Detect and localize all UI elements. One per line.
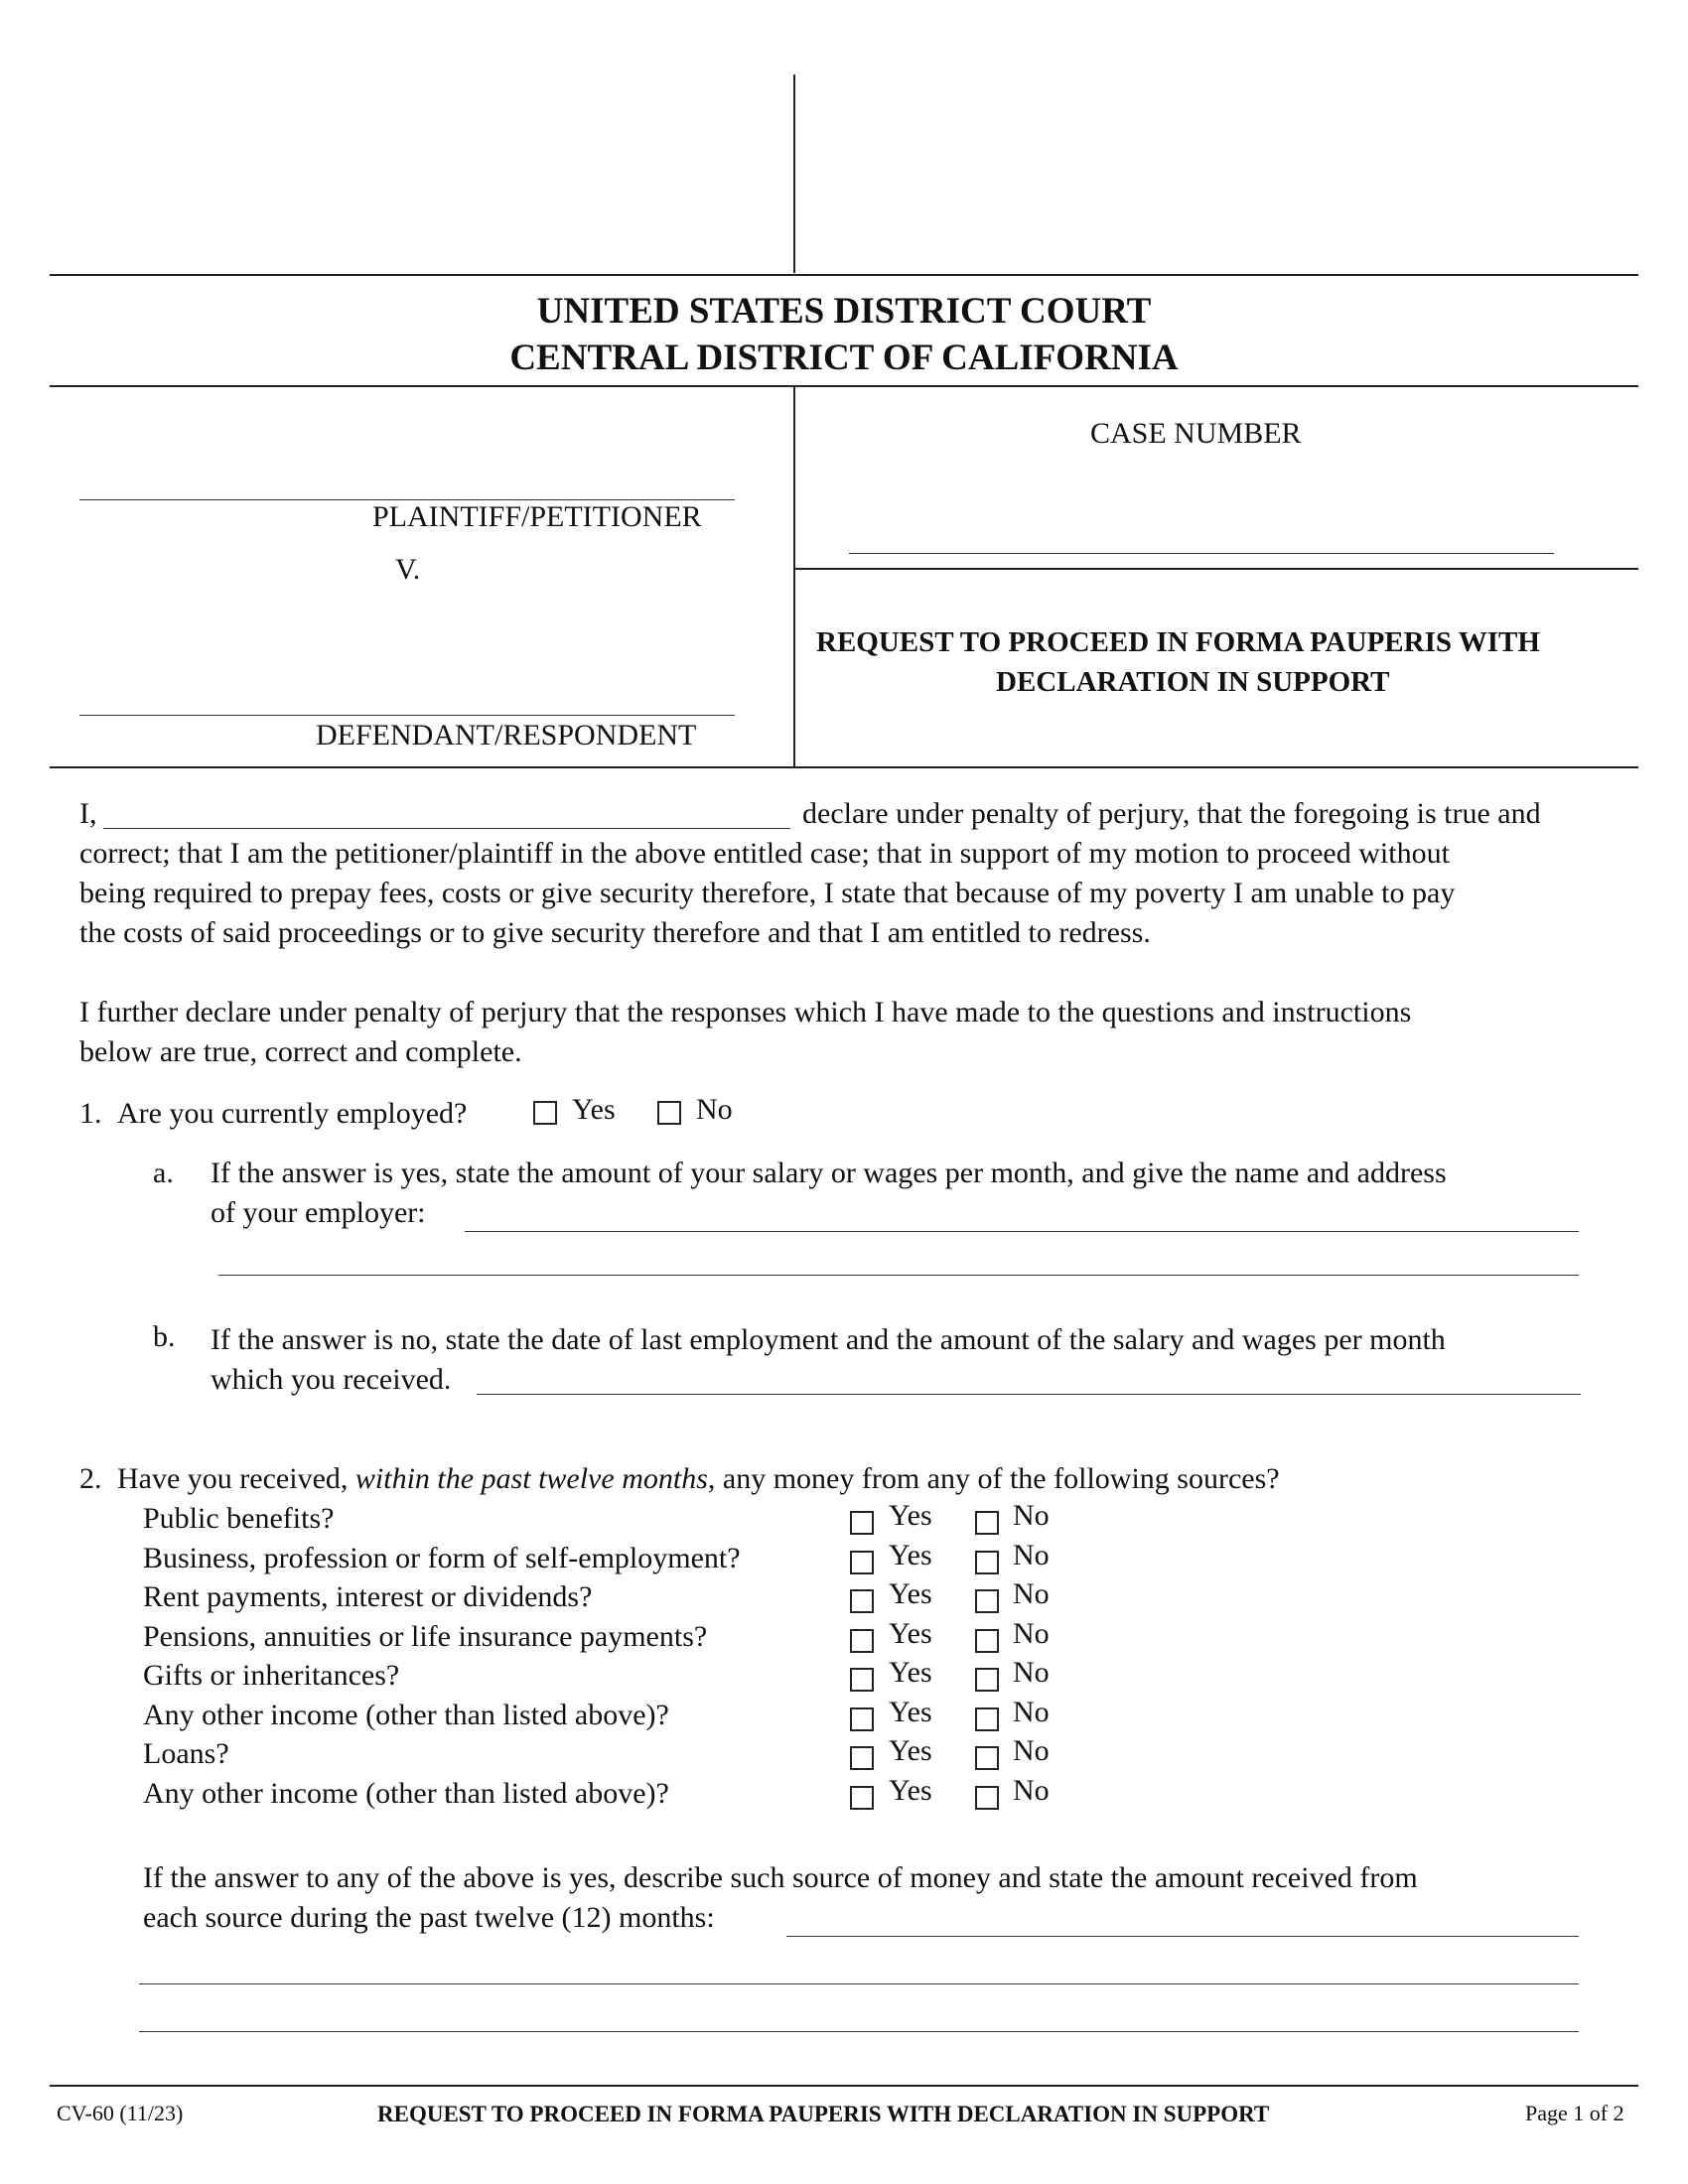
income-source-label: Pensions, annuities or life insurance payments? (143, 1619, 708, 1653)
employer-field-line2[interactable] (218, 1275, 1579, 1276)
income-source-label: Rent payments, interest or dividends? (143, 1580, 593, 1613)
income-source-no-checkbox[interactable] (975, 1786, 999, 1810)
q1-no-label: No (696, 1093, 733, 1126)
form-title-line1: REQUEST TO PROCEED IN FORMA PAUPERIS WITH (816, 626, 1540, 658)
describe-field-line3[interactable] (139, 2031, 1579, 2032)
income-source-no-label: No (1013, 1577, 1050, 1610)
income-source-yes-label: Yes (889, 1695, 932, 1728)
income-source-no-checkbox[interactable] (975, 1551, 999, 1574)
q1a-line1: If the answer is yes, state the amount of your salary or wages per month, and give the name and address (211, 1157, 1447, 1189)
income-source-yes-checkbox[interactable] (850, 1511, 874, 1535)
income-source-yes-checkbox[interactable] (850, 1746, 874, 1770)
form-title-line2: DECLARATION IN SUPPORT (996, 666, 1390, 698)
court-name-line1: UNITED STATES DISTRICT COURT (536, 291, 1152, 332)
income-source-no-checkbox[interactable] (975, 1707, 999, 1731)
q1b-line1: If the answer is no, state the date of last employment and the amount of the salary and wages per month (211, 1323, 1446, 1356)
income-source-label: Any other income (other than listed above)? (143, 1776, 669, 1810)
income-source-yes-checkbox[interactable] (850, 1551, 874, 1574)
income-source-no-label: No (1013, 1616, 1050, 1650)
income-source-no-label: No (1013, 1734, 1050, 1767)
income-source-yes-label: Yes (889, 1656, 932, 1689)
q2-question-italic: within the past twelve months (354, 1462, 708, 1495)
income-source-no-checkbox[interactable] (975, 1746, 999, 1770)
further-declaration-line1: I further declare under penalty of perjury that the responses which I have made to the questions and instructions (79, 996, 1412, 1028)
header-bottom-rule (50, 385, 1638, 387)
income-source-yes-label: Yes (889, 1734, 932, 1767)
declaration-line4: the costs of said proceedings or to give security therefore and that I am entitled to redress. (79, 916, 1151, 949)
declaration-line1: declare under penalty of perjury, that the foregoing is true and (802, 797, 1541, 830)
income-source-label: Public benefits? (143, 1502, 335, 1535)
footer-form-code: CV-60 (11/23) (57, 2101, 184, 2125)
footer-page-number: Page 1 of 2 (1525, 2101, 1624, 2125)
income-source-no-label: No (1013, 1773, 1050, 1807)
income-source-label: Gifts or inheritances? (143, 1659, 400, 1692)
declaration-line3: being required to prepay fees, costs or give security therefore, I state that because of my poverty I am unable to pay (79, 877, 1456, 909)
income-source-no-label: No (1013, 1499, 1050, 1532)
header-top-rule (50, 274, 1638, 276)
q2-question-pre: Have you received, (117, 1462, 355, 1495)
footer-rule (50, 2085, 1638, 2087)
court-name-line2: CENTRAL DISTRICT OF CALIFORNIA (509, 338, 1179, 378)
income-source-yes-checkbox[interactable] (850, 1786, 874, 1810)
income-source-yes-label: Yes (889, 1538, 932, 1571)
q1b-letter: b. (153, 1320, 176, 1353)
income-source-yes-label: Yes (889, 1616, 932, 1650)
case-number-field[interactable] (849, 553, 1554, 554)
footer-title: REQUEST TO PROCEED IN FORMA PAUPERIS WITH DECLARATION IN SUPPORT (377, 2102, 1270, 2126)
q1-question: Are you currently employed? (117, 1097, 468, 1130)
describe-field-line2[interactable] (139, 1983, 1579, 1984)
income-source-no-checkbox[interactable] (975, 1629, 999, 1653)
q1-no-checkbox[interactable] (657, 1101, 681, 1125)
describe-line2: each source during the past twelve (12) months: (143, 1901, 715, 1934)
income-source-no-label: No (1013, 1695, 1050, 1728)
income-source-label: Business, profession or form of self-employment? (143, 1541, 741, 1574)
q2-question-post: , any money from any of the following sources? (707, 1462, 1280, 1495)
income-source-yes-label: Yes (889, 1773, 932, 1807)
income-source-yes-checkbox[interactable] (850, 1629, 874, 1653)
income-source-no-checkbox[interactable] (975, 1589, 999, 1613)
case-number-rule (793, 568, 1638, 570)
income-source-label: Loans? (143, 1737, 229, 1770)
q1b-line2: which you received. (211, 1363, 452, 1396)
last-employment-field[interactable] (477, 1394, 1581, 1395)
q1a-line2: of your employer: (211, 1196, 426, 1229)
q1-number: 1. (79, 1097, 102, 1130)
employer-field-line1[interactable] (465, 1231, 1579, 1232)
q1-yes-checkbox[interactable] (533, 1101, 557, 1125)
declarant-prefix: I, (79, 797, 97, 830)
income-source-no-label: No (1013, 1656, 1050, 1689)
income-source-yes-label: Yes (889, 1499, 932, 1532)
top-vertical-divider (793, 74, 795, 273)
q2-question (117, 1459, 1280, 1499)
describe-line1: If the answer to any of the above is yes, describe such source of money and state the amount received from (143, 1861, 1418, 1894)
income-source-no-checkbox[interactable] (975, 1668, 999, 1692)
income-source-yes-checkbox[interactable] (850, 1589, 874, 1613)
caption-bottom-rule (50, 766, 1638, 768)
q2-number: 2. (79, 1462, 102, 1495)
income-source-yes-label: Yes (889, 1577, 932, 1610)
income-source-no-label: No (1013, 1538, 1050, 1571)
q1-yes-label: Yes (572, 1093, 616, 1126)
income-source-no-checkbox[interactable] (975, 1511, 999, 1535)
declaration-line2: correct; that I am the petitioner/plaintiff in the above entitled case; that in support of my motion to proceed without (79, 837, 1450, 870)
caption-vertical-divider (793, 385, 795, 766)
case-number-label: CASE NUMBER (1090, 417, 1302, 450)
versus-label: V. (395, 553, 421, 586)
income-source-yes-checkbox[interactable] (850, 1668, 874, 1692)
describe-field-line1[interactable] (786, 1936, 1579, 1937)
income-source-yes-checkbox[interactable] (850, 1707, 874, 1731)
further-declaration-line2: below are true, correct and complete. (79, 1035, 522, 1068)
plaintiff-label: PLAINTIFF/PETITIONER (372, 500, 702, 533)
income-source-label: Any other income (other than listed above)? (143, 1698, 669, 1731)
q1a-letter: a. (153, 1157, 174, 1189)
defendant-label: DEFENDANT/RESPONDENT (316, 719, 697, 751)
declarant-name-field[interactable] (103, 828, 790, 829)
